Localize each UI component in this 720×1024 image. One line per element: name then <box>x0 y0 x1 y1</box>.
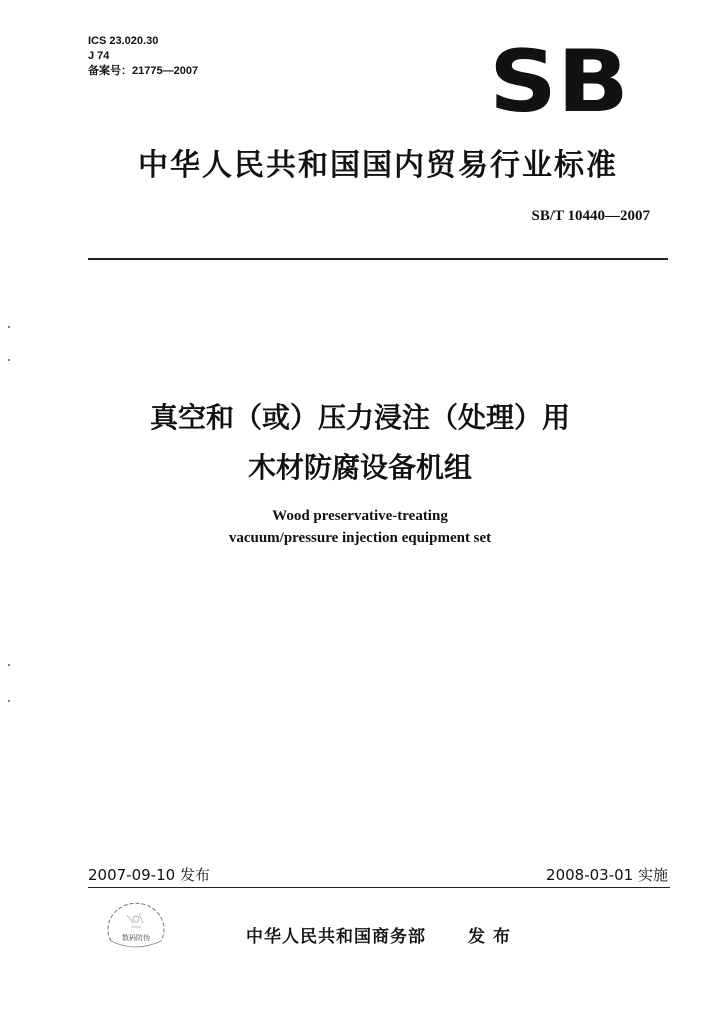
title-cn-line2: 木材防腐设备机组 <box>247 451 472 484</box>
ics-code: ICS 23.020.30 <box>88 35 159 47</box>
issue-label: 发布 <box>468 927 518 947</box>
sb-logo <box>488 45 630 117</box>
issue-date: 2007-09-10 发布 <box>88 866 210 884</box>
issuing-authority: 中华人民共和国商务部 <box>246 927 426 947</box>
category-code: J 74 <box>88 50 110 62</box>
scan-artifact <box>8 700 10 702</box>
standard-number: SB/T 10440—2007 <box>531 208 650 224</box>
title-en-line1: Wood preservative-treating <box>272 508 448 524</box>
document-meta <box>88 34 198 79</box>
footer-divider <box>88 887 670 888</box>
svg-text:数码防伪: 数码防伪 <box>122 934 150 942</box>
svg-text:SB: SB <box>489 45 629 117</box>
scan-artifact <box>8 664 10 666</box>
scan-artifact <box>8 326 10 328</box>
anti-counterfeit-stamp-icon <box>103 895 169 957</box>
title-cn-line1: 真空和（或）压力浸注（处理）用 <box>149 401 570 434</box>
implementation-date: 2008-03-01 实施 <box>546 866 668 884</box>
filing-number: 备案号：21775—2007 <box>88 65 199 77</box>
organization-title: 中华人民共和国国内贸易行业标准 <box>138 148 618 183</box>
title-en-line2: vacuum/pressure injection equipment set <box>228 530 492 546</box>
header-divider <box>88 258 668 260</box>
scan-artifact <box>8 359 10 361</box>
